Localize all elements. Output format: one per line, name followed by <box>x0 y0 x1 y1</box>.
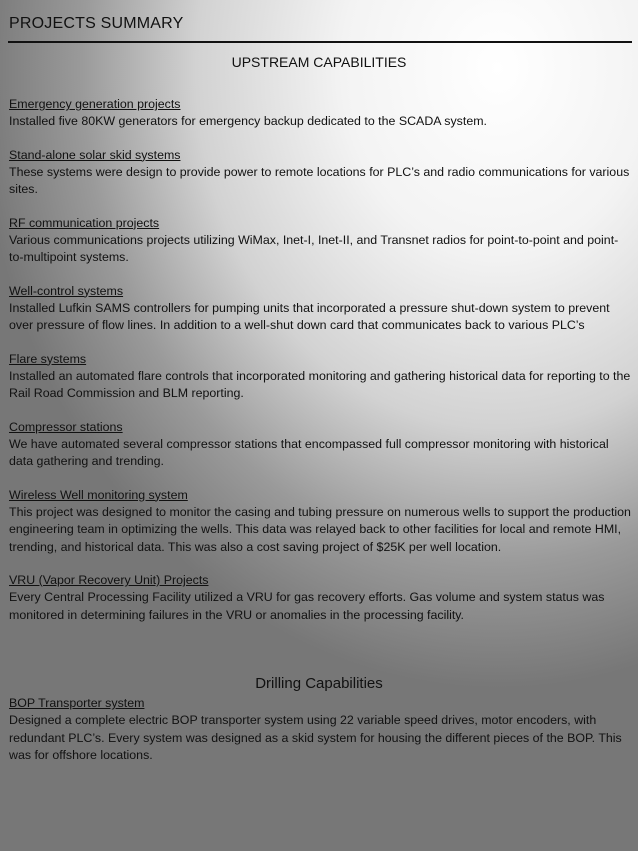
project-name: BOP Transporter system <box>9 696 145 710</box>
project-item-solar-skid <box>9 147 631 199</box>
project-description: These systems were design to provide power to remote locations for PLC’s and radio communications for various sites. <box>9 164 630 196</box>
project-name: Compressor stations <box>9 419 123 434</box>
page-title: PROJECTS SUMMARY <box>9 15 184 32</box>
project-name: Flare systems <box>9 351 87 366</box>
upstream-projects-list <box>9 96 631 640</box>
project-description: Every Central Processing Facility utilized a VRU for gas recovery efforts. Gas volume and system status was monitored in determining failures in the VRU or anomalies in the processing facility. <box>9 590 605 622</box>
project-item-bop-transporter <box>9 695 631 765</box>
project-name: Well-control systems <box>9 283 124 298</box>
project-description: Various communications projects utilizing WiMax, Inet-I, Inet-II, and Transnet radios for point-to-point and point-to-multipoint systems. <box>9 232 619 264</box>
project-description: This project was designed to monitor the casing and tubing pressure on numerous wells to support the production engineering team in optimizing the wells. This data was relayed back to other facilities for local and remote HMI, trending, and historical data. This was also a cost saving project of $25K per well location. <box>9 504 631 554</box>
project-name: RF communication projects <box>9 215 160 230</box>
project-item-rf-communication <box>9 215 631 267</box>
project-name: Emergency generation projects <box>9 97 181 111</box>
project-item-compressor-stations <box>9 419 631 471</box>
project-description: Installed five 80KW generators for emergency backup dedicated to the SCADA system. <box>9 114 487 128</box>
title-divider <box>8 41 632 43</box>
project-description: Installed Lufkin SAMS controllers for pumping units that incorporated a pressure shut-down system to prevent over pressure of flow lines. In addition to a well-shut down card that communicates back to various PLC’s <box>9 300 610 332</box>
project-item-vru <box>9 572 631 624</box>
project-item-wireless-well-monitoring <box>9 487 631 557</box>
project-description: We have automated several compressor stations that encompassed full compressor monitoring with historical data gathering and trending. <box>9 436 609 468</box>
project-name: VRU (Vapor Recovery Unit) Projects <box>9 573 209 587</box>
drilling-projects-list <box>9 695 631 781</box>
project-item-flare-systems <box>9 351 631 403</box>
project-description: Installed an automated flare controls that incorporated monitoring and gathering historical data for reporting to the Rail Road Commission and BLM reporting. <box>9 368 631 400</box>
project-item-emergency-generation <box>9 96 631 131</box>
upstream-heading: UPSTREAM CAPABILITIES <box>231 54 407 70</box>
project-name: Stand-alone solar skid systems <box>9 147 181 162</box>
project-name: Wireless Well monitoring system <box>9 487 188 502</box>
project-item-well-control <box>9 283 631 335</box>
drilling-heading: Drilling Capabilities <box>255 675 383 692</box>
project-description: Designed a complete electric BOP transporter system using 22 variable speed drives, motor encoders, with redundant PLC’s. Every system was designed as a skid system for housing the different pieces of the BOP. This was for offshore locations. <box>9 713 622 762</box>
